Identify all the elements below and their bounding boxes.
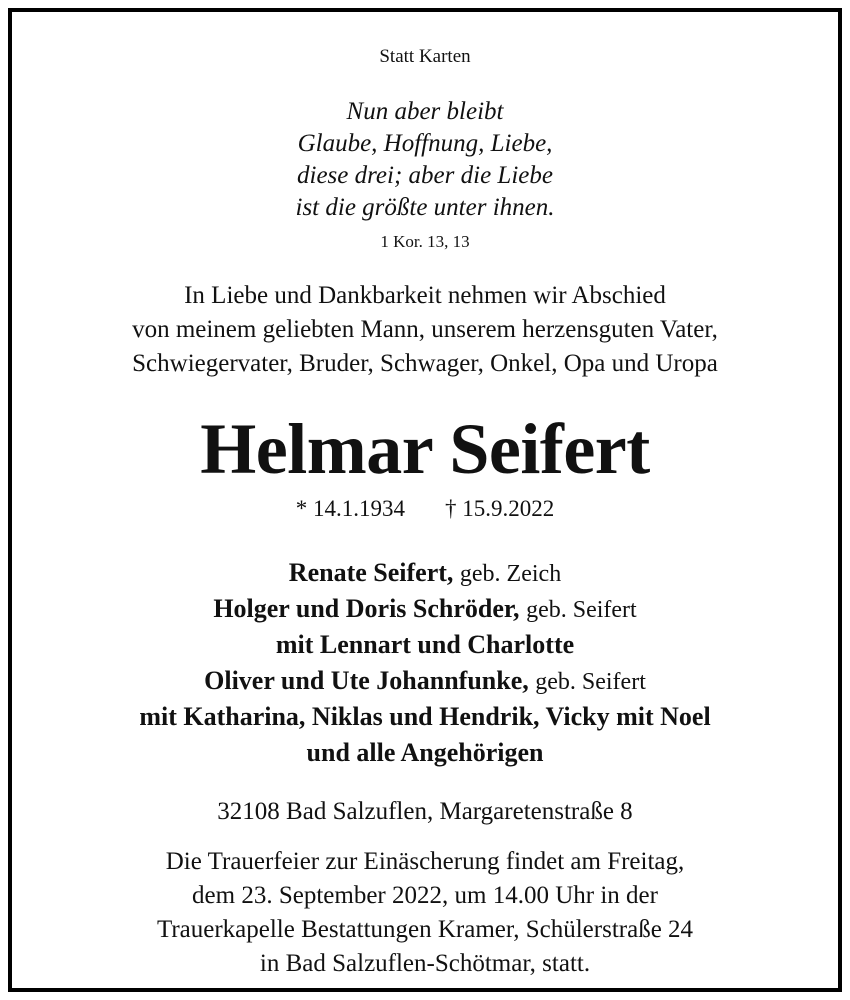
family-holger-kids-text: mit Lennart und Charlotte — [275, 630, 575, 659]
family-oliver-note: geb. Seifert — [535, 669, 646, 695]
family-oliver-name: Oliver und Ute Johannfunke, — [204, 666, 529, 695]
death-date: † 15.9.2022 — [445, 496, 555, 521]
family-renate-note: geb. Zeich — [459, 561, 562, 587]
family-holger-kids — [12, 630, 838, 660]
verse-line-1: Nun aber bleibt — [346, 98, 504, 125]
ceremony-line-3: Trauerkapelle Bestattungen Kramer, Schülerstraße 24 — [156, 916, 694, 943]
ceremony-line-1: Die Trauerfeier zur Einäscherung findet am Freitag, — [165, 848, 685, 875]
life-dates — [12, 496, 838, 522]
ceremony-line-2: dem 23. September 2022, um 14.00 Uhr in der — [192, 882, 658, 909]
verse-line-2: Glaube, Hoffnung, Liebe, — [297, 130, 553, 157]
family-renate — [12, 558, 838, 588]
intro-line-3: Schwiegervater, Bruder, Schwager, Onkel, Opa und Uropa — [132, 350, 718, 377]
address: 32108 Bad Salzuflen, Margaretenstraße 8 — [217, 798, 633, 825]
verse-reference: 1 Kor. 13, 13 — [380, 232, 470, 251]
intro-line-2: von meinem geliebten Mann, unserem herzensguten Vater, — [132, 316, 718, 343]
deceased-name: Helmar Seifert — [200, 409, 650, 489]
family-holger — [12, 594, 838, 624]
ceremony-line-4: in Bad Salzuflen-Schötmar, statt. — [259, 950, 591, 977]
statt-karten-label: Statt Karten — [379, 46, 471, 67]
birth-date: * 14.1.1934 — [295, 496, 405, 521]
intro-line-1: In Liebe und Dankbarkeit nehmen wir Abschied — [184, 282, 666, 309]
family-oliver-kids-text: mit Katharina, Niklas und Hendrik, Vicky mit Noel — [139, 702, 711, 731]
obituary-frame — [8, 8, 842, 992]
family-renate-name: Renate Seifert, — [288, 558, 454, 587]
family-oliver — [12, 666, 838, 696]
family-oliver-kids — [12, 702, 838, 732]
family-holger-name: Holger und Doris Schröder, — [213, 594, 520, 623]
verse-line-4: ist die größte unter ihnen. — [295, 194, 555, 221]
verse-line-3: diese drei; aber die Liebe — [297, 162, 553, 189]
family-all-text: und alle Angehörigen — [306, 738, 544, 767]
family-holger-note: geb. Seifert — [526, 597, 637, 623]
family-all — [12, 738, 838, 768]
